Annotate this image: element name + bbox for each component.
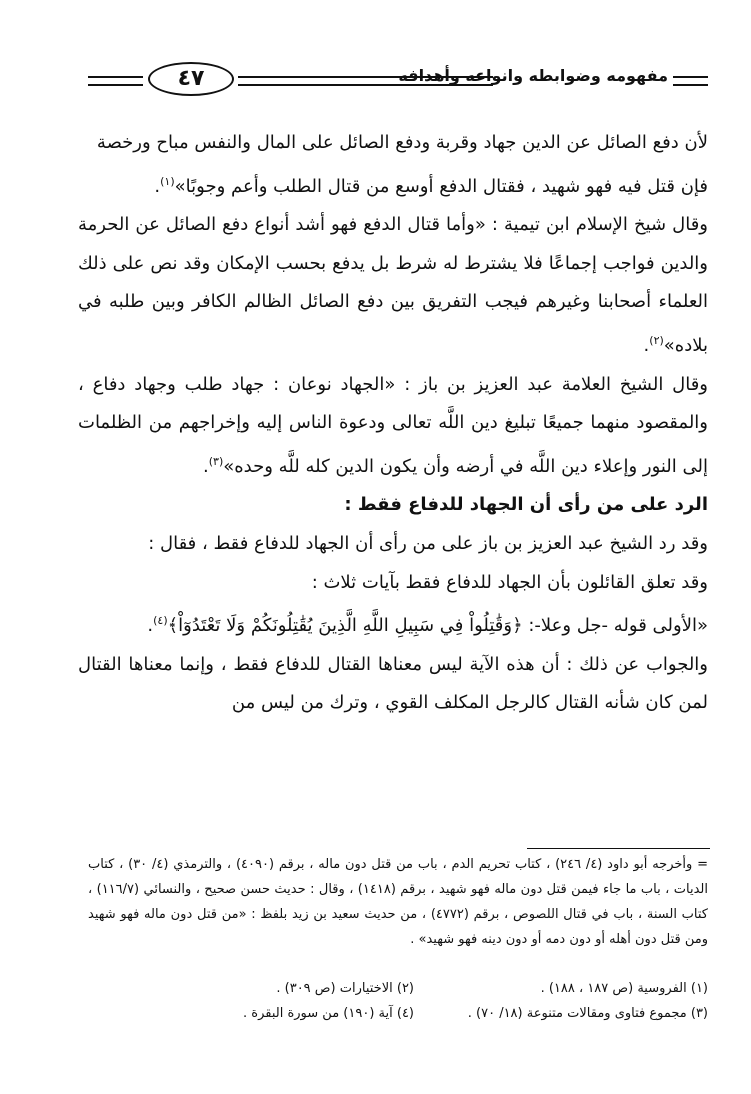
- header-rule-left: [88, 76, 143, 86]
- main-text: [78, 124, 708, 723]
- paragraph-7-text: «الأولى قوله -جل وعلا-: ﴿وَقَٰتِلُواْ فِي سَبِيلِ اللَّهِ الَّذِينَ يُقَٰتِلُونَكُمْ وَلَا تَعْتَدُوٓاْ﴾: [167, 615, 708, 637]
- header-title: مفهومه وضوابطه وانواعه وأهدافه: [398, 66, 668, 85]
- footnote-ref-2: (٢): [649, 333, 664, 347]
- header-rule-right: [673, 76, 708, 86]
- paragraph-4-end: .: [202, 455, 209, 477]
- paragraph-1: [78, 124, 708, 163]
- paragraph-7-end: .: [147, 615, 154, 637]
- paragraph-1-text: لأن دفع الصائل عن الدين جهاد وقربة ودفع الصائل على المال والنفس مباح ورخصة: [96, 132, 708, 153]
- paragraph-7: [78, 602, 708, 646]
- footnote-1: (١) الفروسية (ص ١٨٧ ، ١٨٨) .: [540, 981, 708, 996]
- paragraph-2-end: .: [154, 175, 161, 197]
- footnote-ref-3: (٣): [208, 454, 224, 468]
- paragraph-3-end: .: [643, 334, 650, 356]
- paragraph-4: [78, 366, 708, 487]
- section-heading: الرد على من رأى أن الجهاد للدفاع فقط :: [344, 494, 708, 516]
- paragraph-8: والجواب عن ذلك : أن هذه الآية ليس معناها القتال للدفاع فقط ، وإنما معناها القتال لمن كان شأنه القتال كالرجل المكلف القوي ، وترك من ليس من: [78, 653, 708, 714]
- page-number: ٤٧: [177, 66, 205, 91]
- footnotes: [88, 852, 708, 952]
- footnote-ref-1: (١): [160, 174, 175, 188]
- footnote-3: (٣) مجموع فتاوى ومقالات متنوعة (١٨/ ٧٠) .: [467, 1006, 708, 1021]
- footnote-4: (٤) آية (١٩٠) من سورة البقرة .: [243, 1006, 414, 1021]
- paragraph-2: [78, 163, 708, 207]
- paragraph-6: وقد تعلق القائلون بأن الجهاد للدفاع فقط بآيات ثلاث :: [311, 571, 708, 593]
- paragraph-4-text: وقال الشيخ العلامة عبد العزيز بن باز : «الجهاد نوعان : جهاد طلب وجهاد دفاع ، والمقصود منهما جميعًا تبليغ دين اللَّه تعالى ودعوة الناس إليه وإخراجهم من الظلمات إلى النور وإعلاء دين اللَّه في أرضه وأن يكون الدين كله للَّه وحده»: [78, 373, 708, 477]
- footnote-ref-4: (٤): [153, 614, 168, 628]
- footnote-continued: = وأخرجه أبو داود (٤/ ٢٤٦) ، كتاب تحريم الدم ، باب من قتل دون ماله ، برقم (٤٠٩٠) ، والترمذي (٤/ ٣٠) ، كتاب الديات ، باب ما جاء فيمن قتل دون ماله فهو شهيد ، برقم (١٤١٨) ، وقال : حديث حسن صحيح ، والنسائي (١١٦/٧) ، كتاب السنة ، باب في قتال اللصوص ، برقم (٤٧٧٢) ، من حديث سعيد بن زيد بلفظ : «من قتل دون ماله فهو شهيد ومن قتل دون أهله أو دون دمه أو دون دينه فهو شهيد» .: [88, 857, 709, 947]
- paragraph-3-text: وقال شيخ الإسلام ابن تيمية : «وأما قتال الدفع فهو أشد أنواع دفع الصائل عن الحرمة والدين فواجب إجماعًا فلا يشترط له شرط بل يدفع بحسب الإمكان وقد نص على ذلك العلماء أصحابنا وغيرهم فيجب التفريق بين دفع الصائل الظالم الكافر وبين طلبه في بلاده»: [78, 214, 708, 356]
- footnote-references: [150, 976, 708, 1026]
- footnote-2: (٢) الاختيارات (ص ٣٠٩) .: [276, 981, 414, 996]
- footnote-separator: [527, 848, 710, 849]
- page-number-badge: [148, 62, 234, 96]
- paragraph-5: وقد رد الشيخ عبد العزيز بن باز على من رأى أن الجهاد للدفاع فقط ، فقال :: [148, 532, 708, 554]
- paragraph-3: [78, 206, 708, 365]
- paragraph-2-text: فإن قتل فيه فهو شهيد ، فقتال الدفع أوسع من قتال الطلب وأعم وجوبًا»: [174, 175, 708, 197]
- running-header: [88, 60, 708, 100]
